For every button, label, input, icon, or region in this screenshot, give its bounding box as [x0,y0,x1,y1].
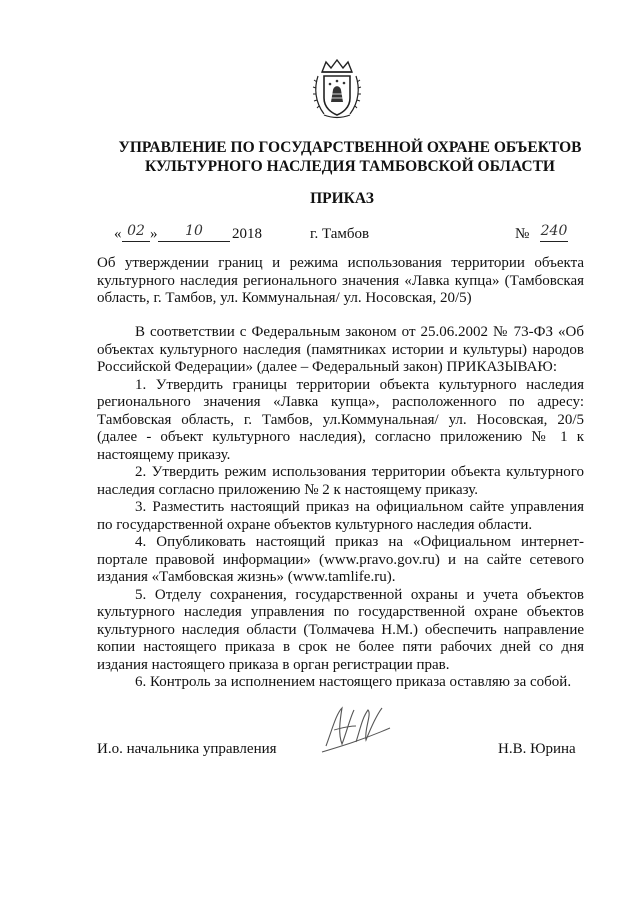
year: 2018 [232,226,262,242]
document-subject: Об утверждении границ и режима использования территории объекта культурного наследия регионального значения «Лавка купца» (Тамбовская область, г. Тамбов, ул. Коммунальная/ ул. Носовская, 20/5) [97,255,584,306]
organization-name [60,138,640,176]
handwritten-number: 240 [540,223,568,242]
order-item-2: 2. Утвердить режим использования территории объекта культурного наследия согласно приложению № 2 к настоящему приказу. [97,464,584,498]
coat-of-arms-icon [312,58,362,122]
order-item-1: 1. Утвердить границы территории объекта культурного наследия регионального значения «Лавка купца», расположенного по адресу: Тамбовская область, г. Тамбов, ул.Коммунальная/ ул. Носовская, 20/5 (далее - объект культурного наследия), согласно приложению № 1 к настоящему приказу. [97,376,584,463]
order-item-4: 4. Опубликовать настоящий приказ на «Официальном интернет-портале правовой информации» (www.pravo.gov.ru) и на сайте сетевого издания «Тамбовская жизнь» (www.tamlife.ru). [97,534,584,585]
order-item-5: 5. Отделу сохранения, государственной охраны и учета объектов культурного наследия управления по государственной охране объектов культурного наследия области (Толмачева Н.М.) обеспечить направление копии настоящего приказа в срок не более пяти рабочих дней со дня издания настоящего приказа в орган регистрации прав. [97,586,584,673]
organization-line-1: УПРАВЛЕНИЕ ПО ГОСУДАРСТВЕННОЙ ОХРАНЕ ОБЪЕКТОВ [118,139,582,156]
open-quote: « [114,226,122,242]
handwritten-day: 02 [122,223,150,242]
document-body [97,324,584,692]
document-type: ПРИКАЗ [310,190,374,207]
date-number-line [0,223,640,248]
order-item-3: 3. Разместить настоящий приказ на официальном сайте управления по государственной охране объектов культурного наследия области. [97,499,584,533]
handwritten-month: 10 [158,223,230,242]
organization-line-2: КУЛЬТУРНОГО НАСЛЕДИЯ ТАМБОВСКОЙ ОБЛАСТИ [145,158,555,175]
signer-position: И.о. начальника управления [97,741,277,757]
signature-block [0,736,640,766]
order-item-6: 6. Контроль за исполнением настоящего приказа оставляю за собой. [135,674,572,690]
close-quote: » [150,226,158,242]
preamble-paragraph: В соответствии с Федеральным законом от 25.06.2002 № 73-ФЗ «Об объектах культурного наследия (памятниках истории и культуры) народов Российской Федерации» (далее – Федеральный закон) ПРИКАЗЫВАЮ: [97,324,584,375]
number-label: № [515,226,530,242]
signer-name: Н.В. Юрина [498,741,576,757]
city: г. Тамбов [310,226,370,242]
